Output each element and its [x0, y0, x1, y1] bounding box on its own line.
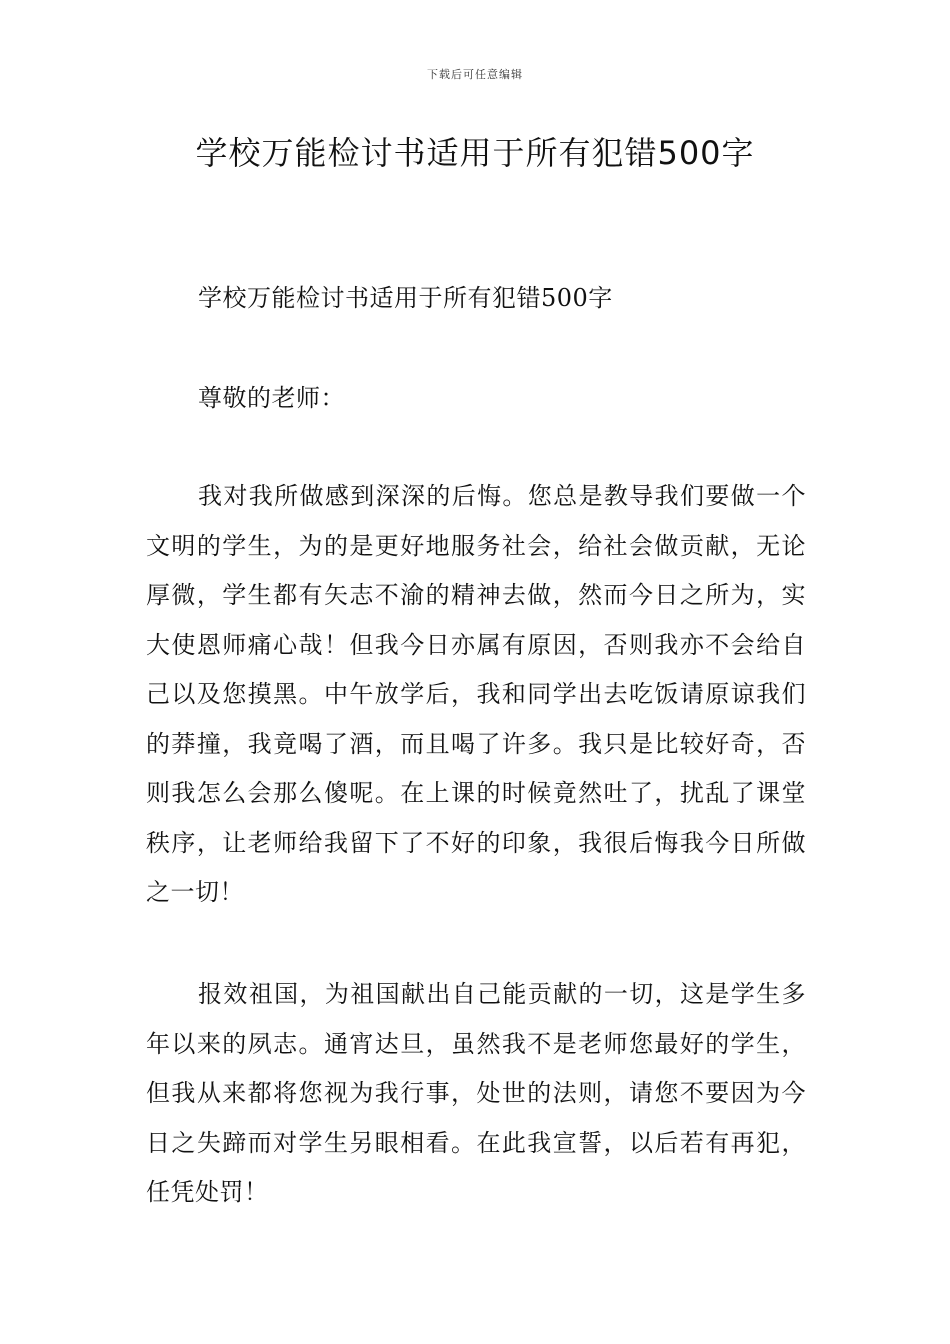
header-note: 下载后可任意编辑	[427, 68, 523, 81]
body-paragraph-2: 报效祖国，为祖国献出自己能贡献的一切，这是学生多年以来的夙志。通宵达旦，虽然我不是老师您最好的学生，但我从来都将您视为我行事，处世的法则，请您不要因为今日之失蹄而对学生另眼相看。在此我宣誓，以后若有再犯，任凭处罚！	[146, 980, 806, 1206]
body-paragraph-1: 我对我所做感到深深的后悔。您总是教导我们要做一个文明的学生，为的是更好地服务社会，给社会做贡献，无论厚微，学生都有矢志不渝的精神去做，然而今日之所为，实大使恩师痛心哉！但我今日亦属有原因，否则我亦不会给自己以及您摸黑。中午放学后，我和同学出去吃饭请原谅我们的莽撞，我竟喝了酒，而且喝了许多。我只是比较好奇，否则我怎么会那么傻呢。在上课的时候竟然吐了，扰乱了课堂秩序，让老师给我留下了不好的印象，我很后悔我今日所做之一切！	[146, 482, 806, 906]
salutation: 尊敬的老师：	[198, 384, 345, 412]
document-title: 学校万能检讨书适用于所有犯错500字	[195, 134, 755, 172]
document-subtitle: 学校万能检讨书适用于所有犯错500字	[198, 284, 613, 312]
